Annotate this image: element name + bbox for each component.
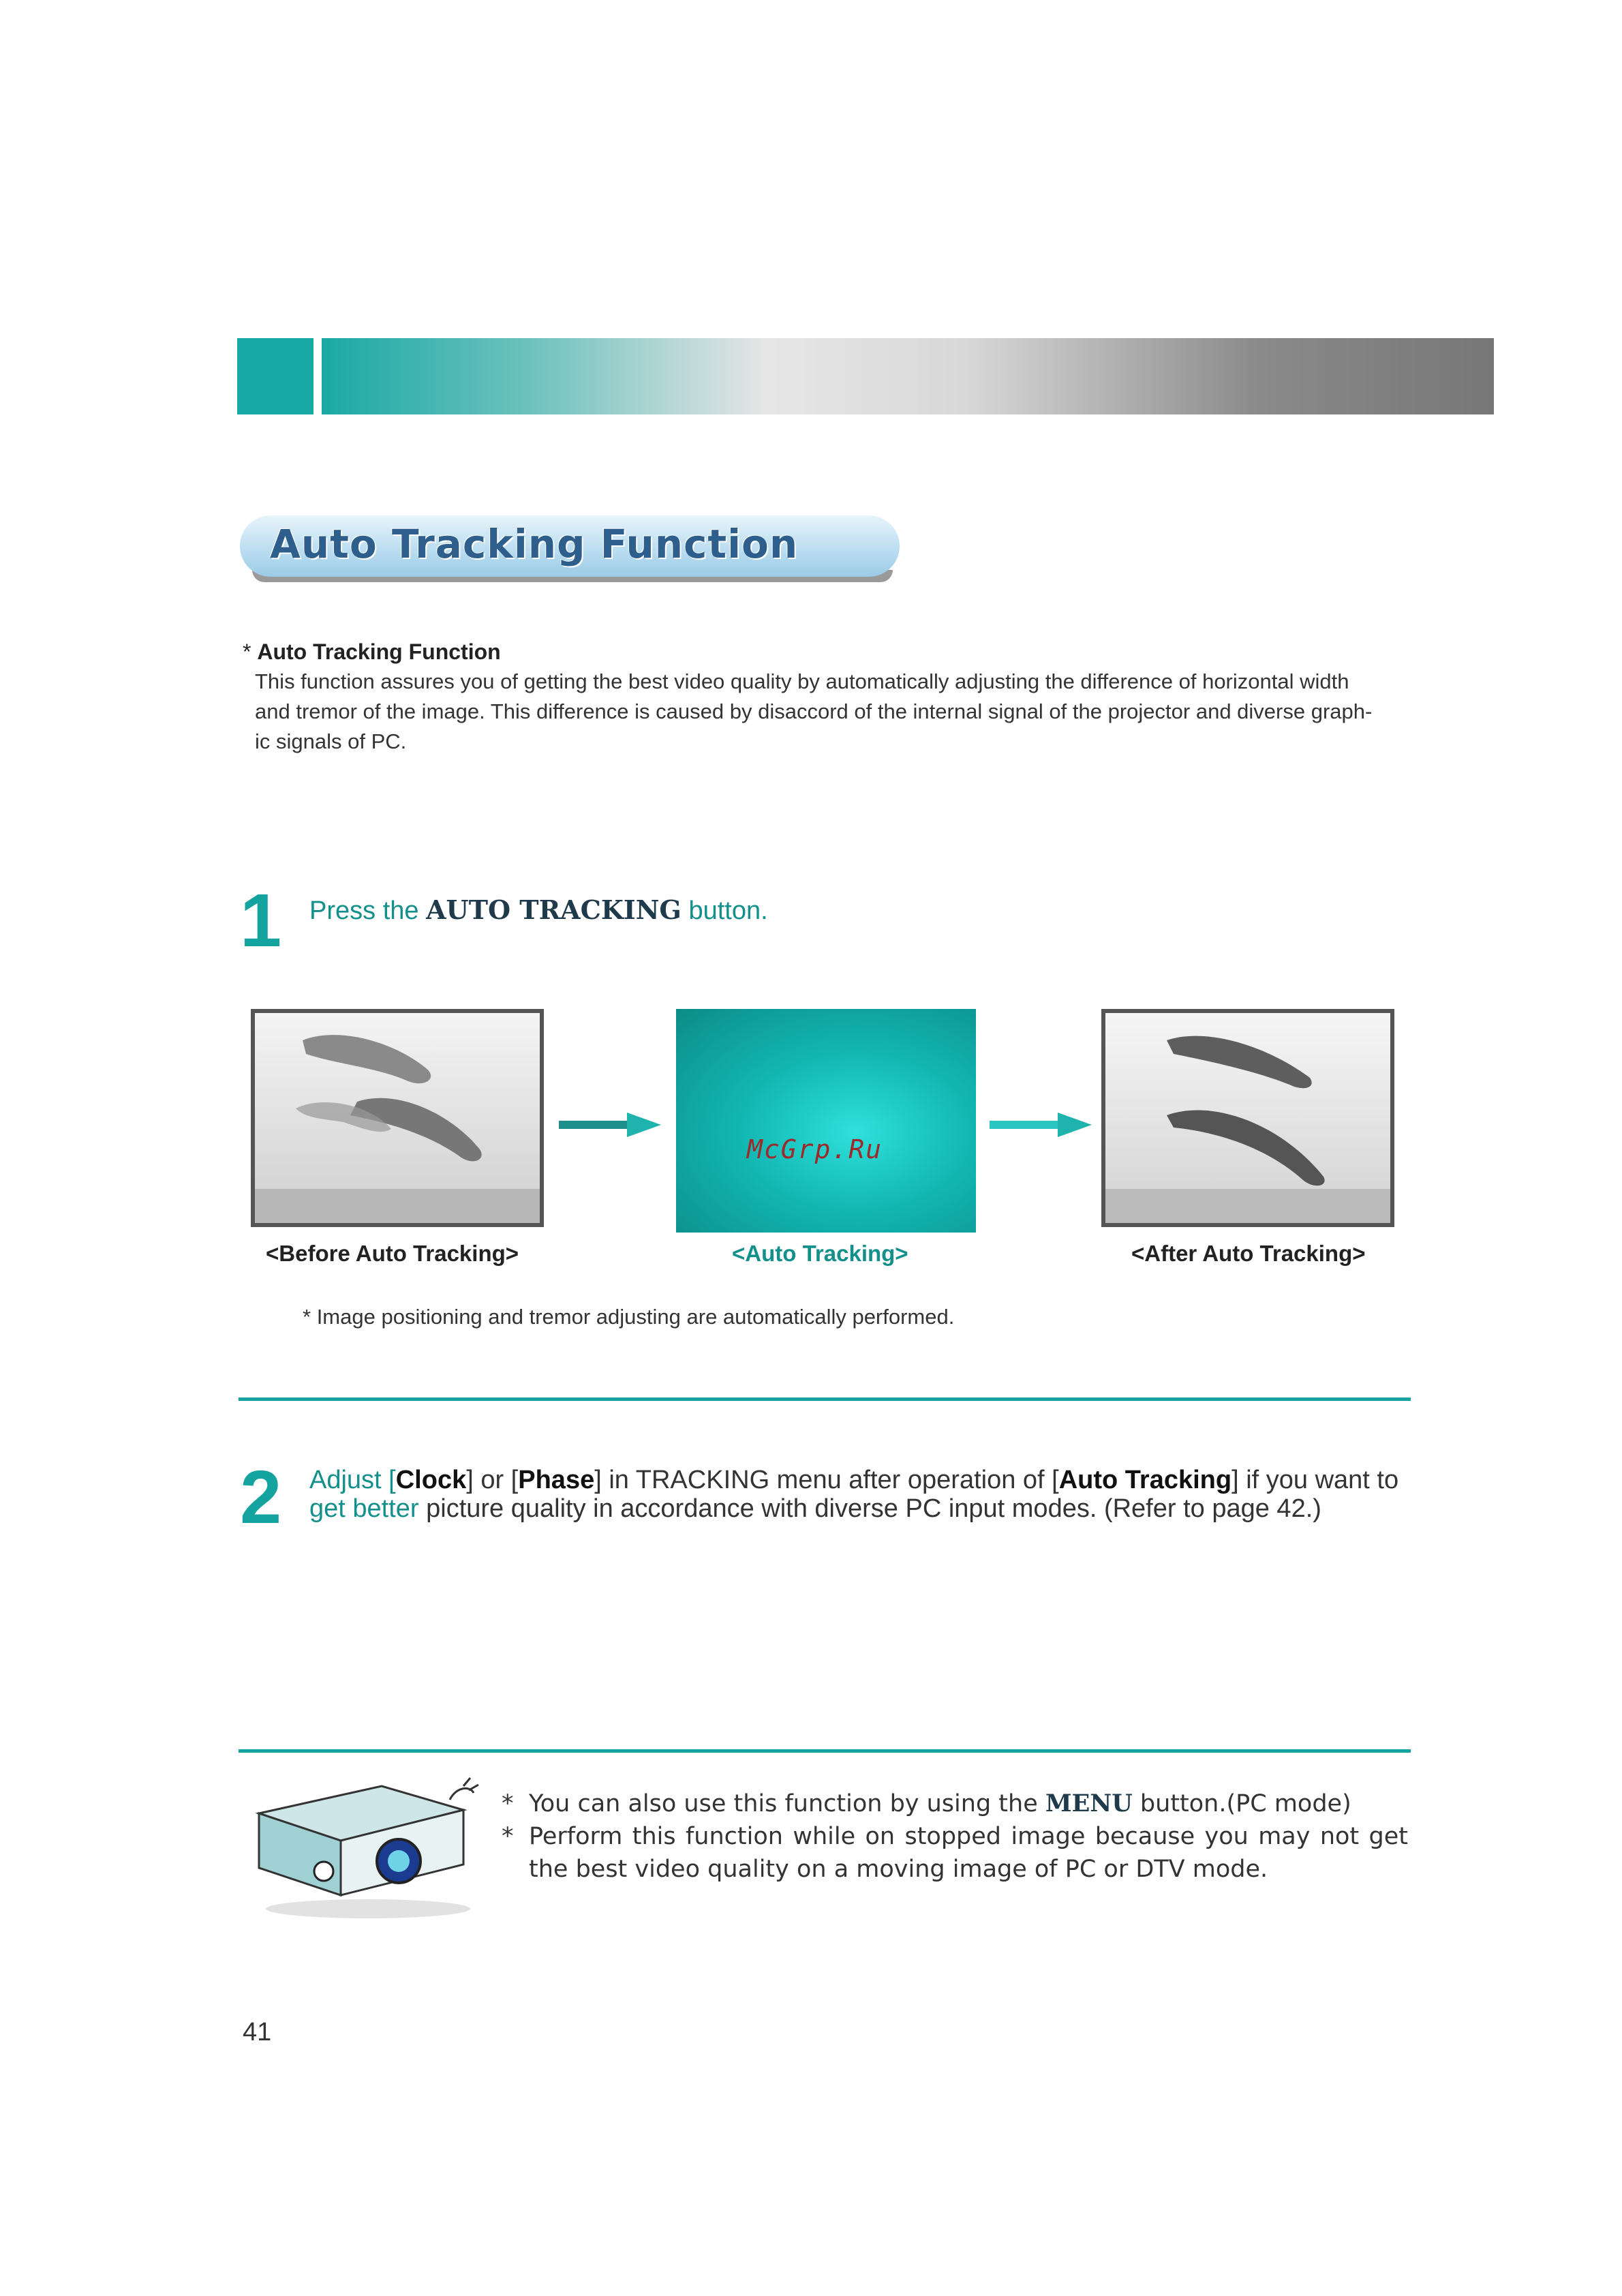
section-title: Auto Tracking Function [270, 521, 799, 567]
phase-label: Phase [518, 1466, 595, 1494]
tip-asterisk: * [502, 1790, 514, 1817]
tips-list [502, 1787, 1408, 1886]
step-number-2: 2 [240, 1455, 282, 1539]
dolphin-before-illustration [255, 1013, 540, 1223]
tip1-before: You can also use this function by using the [529, 1790, 1045, 1817]
header-gradient-bar [322, 338, 1494, 414]
step2-instruction [309, 1466, 1413, 1523]
intro-asterisk: * [243, 639, 251, 664]
caption-after: <After Auto Tracking> [1131, 1241, 1366, 1266]
step2-t2: ] or [ [466, 1466, 519, 1494]
divider-rule [239, 1749, 1411, 1753]
caption-during: <Auto Tracking> [732, 1241, 908, 1266]
step1-text-after: button. [681, 896, 768, 925]
after-image [1101, 1009, 1394, 1227]
auto-tracking-key-label: AUTO TRACKING [426, 894, 682, 925]
note-asterisk: * [303, 1305, 317, 1329]
intro-heading [243, 639, 501, 665]
tip-text [529, 1787, 1351, 1820]
note-text: Image positioning and tremor adjusting are automatically performed. [316, 1305, 955, 1329]
clock-label: Clock [395, 1466, 467, 1494]
step2-t4: ] if you want to [1231, 1466, 1399, 1494]
tip-item [502, 1820, 1408, 1886]
step1-text-before: Press the [309, 896, 427, 925]
intro-body: This function assures you of getting the best video quality by automatically adjusting the difference of horizontal width and tremor of the image. This difference is caused by disaccord of the internal signal of the projector and diverse graph-ic signals of PC. [255, 669, 1373, 753]
projector-mascot-icon [245, 1772, 491, 1922]
header-accent-square [237, 338, 313, 414]
auto-tracking-label: Auto Tracking [1058, 1466, 1232, 1494]
tip1-after: button.(PC mode) [1132, 1790, 1351, 1817]
dolphin-after-illustration [1105, 1013, 1390, 1223]
step2-t3: ] in TRACKING menu after operation of [ [594, 1466, 1059, 1494]
watermark-text: McGrp.Ru [747, 1134, 883, 1164]
step2-t5: get better [309, 1494, 427, 1523]
caption-before: <Before Auto Tracking> [266, 1241, 519, 1266]
menu-key-label: MENU [1045, 1789, 1133, 1817]
intro-heading-text: Auto Tracking Function [257, 639, 501, 664]
auto-note [303, 1305, 954, 1329]
step2-t1: Adjust [ [309, 1466, 396, 1494]
auto-tracking-screen [676, 1009, 976, 1233]
step2-t6: picture quality in accordance with diverse PC input modes. (Refer to page 42.) [426, 1494, 1321, 1523]
tip-item [502, 1787, 1408, 1820]
arrow-right-icon [990, 1111, 1092, 1138]
before-image [251, 1009, 544, 1227]
arrow-right-icon [559, 1111, 661, 1138]
page-number: 41 [243, 2018, 272, 2046]
divider-rule [239, 1398, 1411, 1401]
step1-instruction [309, 894, 768, 926]
tip-text: Perform this function while on stopped image because you may not get the best video quality on a moving image of PC or DTV mode. [529, 1823, 1408, 1883]
step-number-1: 1 [240, 879, 282, 963]
tip-asterisk: * [502, 1823, 514, 1850]
